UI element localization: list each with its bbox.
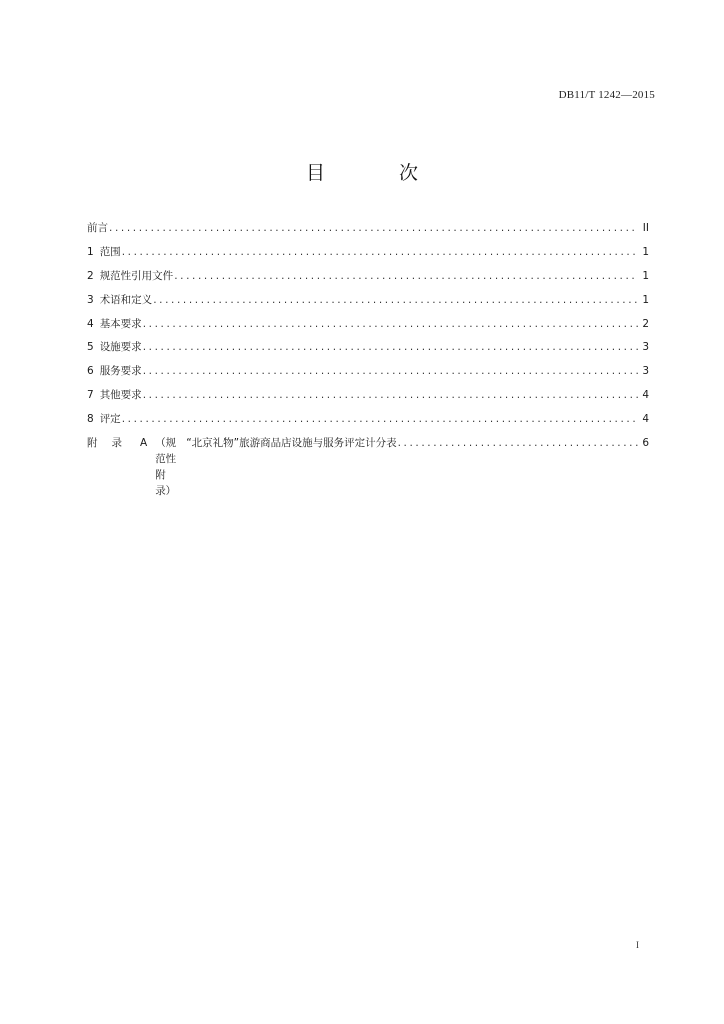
toc-entry-page: 1 xyxy=(642,245,649,258)
toc-leader-dots xyxy=(143,316,638,332)
toc-entry-label: 评定 xyxy=(99,413,121,426)
toc-leader-dots xyxy=(174,268,638,284)
toc-leader-dots xyxy=(122,411,638,427)
toc-entry-appendix-a[interactable] xyxy=(87,435,649,498)
toc-entry-number: 6 xyxy=(87,365,94,378)
toc-leader-dots xyxy=(143,363,638,379)
toc-entry-page: 4 xyxy=(642,389,649,402)
page-number: I xyxy=(636,940,639,950)
toc-entry-number: 2 xyxy=(87,269,94,282)
toc-entry-label: 基本要求 xyxy=(99,317,142,330)
toc-entry-page: 4 xyxy=(642,413,649,426)
toc-entry-page: 3 xyxy=(642,365,649,378)
toc-appendix-prefix: 附录 xyxy=(87,437,136,450)
toc-entry-number: 1 xyxy=(87,245,94,258)
toc-leader-dots xyxy=(398,435,638,451)
page-title: 目 次 xyxy=(305,162,453,184)
toc-entry-page: 1 xyxy=(642,269,649,282)
toc-entry-label: 范围 xyxy=(99,245,121,258)
toc-entry-label: “北京礼物”旅游商品店设施与服务评定计分表 xyxy=(186,437,397,450)
toc-entry-evaluation[interactable] xyxy=(87,411,649,435)
toc-entry-number: 8 xyxy=(87,413,94,426)
toc-appendix-category: （规范性附录） xyxy=(155,437,177,498)
toc-entry-page: II xyxy=(642,222,649,234)
toc-leader-dots xyxy=(122,244,638,260)
toc-entry-label: 其他要求 xyxy=(99,389,142,402)
toc-entry-number: 4 xyxy=(87,317,94,330)
toc-entry-service-requirements[interactable] xyxy=(87,363,649,387)
toc-entry-label: 术语和定义 xyxy=(99,293,153,306)
toc-entry-number: 5 xyxy=(87,341,94,354)
toc-appendix-letter: A xyxy=(140,437,148,450)
table-of-contents xyxy=(87,220,649,498)
toc-entry-normative-references[interactable] xyxy=(87,268,649,292)
toc-entry-terms-definitions[interactable] xyxy=(87,292,649,316)
toc-entry-page: 3 xyxy=(642,341,649,354)
toc-entry-foreword[interactable] xyxy=(87,220,649,244)
toc-leader-dots xyxy=(153,292,638,308)
standard-number: DB11/T 1242—2015 xyxy=(558,89,655,101)
toc-entry-page: 2 xyxy=(642,317,649,330)
toc-entry-label: 前言 xyxy=(87,222,108,234)
toc-entry-label: 规范性引用文件 xyxy=(99,269,174,282)
toc-leader-dots xyxy=(143,387,638,403)
toc-entry-number: 7 xyxy=(87,389,94,402)
toc-entry-facility-requirements[interactable] xyxy=(87,339,649,363)
toc-entry-label: 服务要求 xyxy=(99,365,142,378)
toc-entry-label: 设施要求 xyxy=(99,341,142,354)
toc-leader-dots xyxy=(109,220,638,236)
toc-entry-basic-requirements[interactable] xyxy=(87,316,649,340)
toc-leader-dots xyxy=(143,339,638,355)
toc-entry-scope[interactable] xyxy=(87,244,649,268)
toc-entry-page: 6 xyxy=(642,437,649,450)
toc-entry-number: 3 xyxy=(87,293,94,306)
toc-entry-page: 1 xyxy=(642,293,649,306)
toc-entry-other-requirements[interactable] xyxy=(87,387,649,411)
